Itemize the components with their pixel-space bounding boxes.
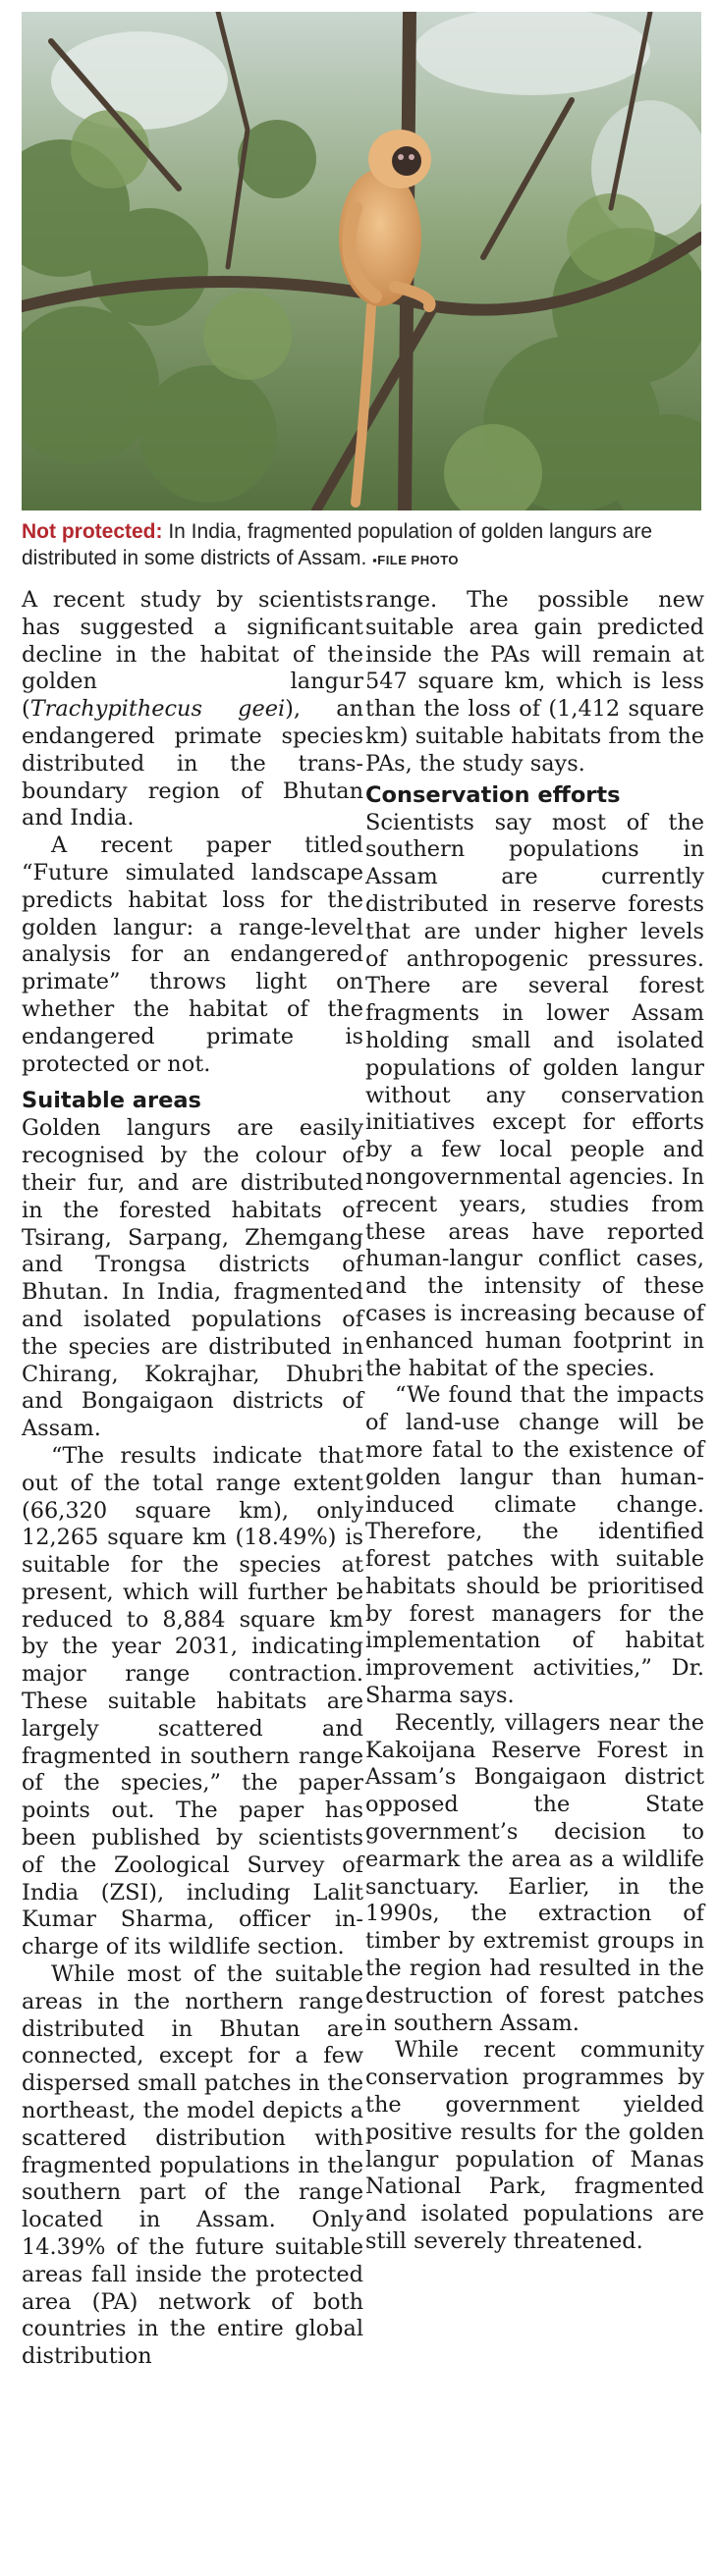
article-column-left bbox=[22, 587, 363, 2371]
photo-caption bbox=[22, 518, 701, 573]
article-paragraph: A recent paper titled “Future simulated landscape predicts habitat loss for the golden langur: a range-level analysis for an endangered primate” throws light on whether the habitat of the endangered primate is protected or not. bbox=[22, 832, 363, 1077]
article-paragraph: Recently, villagers near the Kakoijana Reserve Forest in Assam’s Bongaigaon district opposed the State government’s decision to earmark the area as a wildlife sanctuary. Earlier, in the 1990s, the extraction of timber by extremist groups in the region had resulted in the destruction of forest patches in southern Assam. bbox=[365, 1709, 704, 2036]
article-paragraph: “We found that the impacts of land-use change will be more fatal to the existence of golden langur than human-induced climate change. Therefore, the identified forest patches with suitable habitats should be prioritised by forest managers for the implementation of habitat improvement activities,” Dr. Sharma says. bbox=[365, 1382, 704, 1709]
article-paragraph: Golden langurs are easily recognised by the colour of their fur, and are distributed in the forested habitats of Tsirang, Sarpang, Zhemgang and Trongsa districts of Bhutan. In India, fragmented and isolated populations of the species are distributed in Chirang, Kokrajhar, Dhubri and Bongaigaon districts of Assam. bbox=[22, 1115, 363, 1442]
article-paragraph: “The results indicate that out of the total range extent (66,320 square km), only 12,265 square km (18.49%) is suitable for the species at present, which will further be reduced to 8,884 square km by the year 2031, indicating major range contraction. These suitable habitats are largely scattered and fragmented in southern range of the species,” the paper points out. The paper has been published by scientists of the Zoological Survey of India (ZSI), including Lalit Kumar Sharma, officer in-charge of its wildlife section. bbox=[22, 1442, 363, 1960]
caption-credit: ▪FILE PHOTO bbox=[372, 553, 460, 567]
golden-langur-image bbox=[22, 12, 701, 510]
article-paragraph: While most of the suitable areas in the northern range distributed in Bhutan are connected, except for a few dispersed small patches in the northeast, the model depicts a scattered distribution with fragmented populations in the southern part of the range located in Assam. Only 14.39% of the future suitable areas fall inside the protected area (PA) network of both countries in the entire global distribution bbox=[22, 1961, 363, 2370]
caption-lead: Not protected: bbox=[22, 520, 163, 543]
article-column-right bbox=[365, 587, 704, 2256]
caption-text: In India, fragmented population of golden langurs are distributed in some districts of Assam. bbox=[22, 520, 653, 569]
section-heading: Suitable areas bbox=[22, 1088, 201, 1114]
section-heading: Conservation efforts bbox=[365, 781, 621, 808]
article-photo bbox=[22, 12, 701, 510]
article-paragraph: While recent community conservation programmes by the government yielded positive results for the golden langur population of Manas National Park, fragmented and isolated populations are still severely threatened. bbox=[365, 2037, 704, 2255]
scientific-name: Trachypithecus geei bbox=[29, 696, 286, 723]
article-paragraph: Scientists say most of the southern populations in Assam are currently distributed in reserve forests that are under higher levels of anthropogenic pressures. There are several forest fragments in lower Assam holding small and isolated populations of golden langur without any conservation initiatives except for efforts by a few local people and nongovernmental agencies. In recent years, studies from these areas have reported human-langur conflict cases, and the intensity of these cases is increasing because of enhanced human footprint in the habitat of the species. bbox=[365, 809, 704, 1381]
article-paragraph: range. The possible new suitable area gain predicted inside the PAs will remain at 547 square km, which is less than the loss of (1,412 square km) suitable habitats from the PAs, the study says. bbox=[365, 587, 704, 777]
article-paragraph: A recent study by scientists has suggested a significant decline in the habitat of the golden langur (Trachypithecus geei), an endangered primate species distributed in the trans-boundary region of Bhutan and India. bbox=[22, 587, 363, 832]
